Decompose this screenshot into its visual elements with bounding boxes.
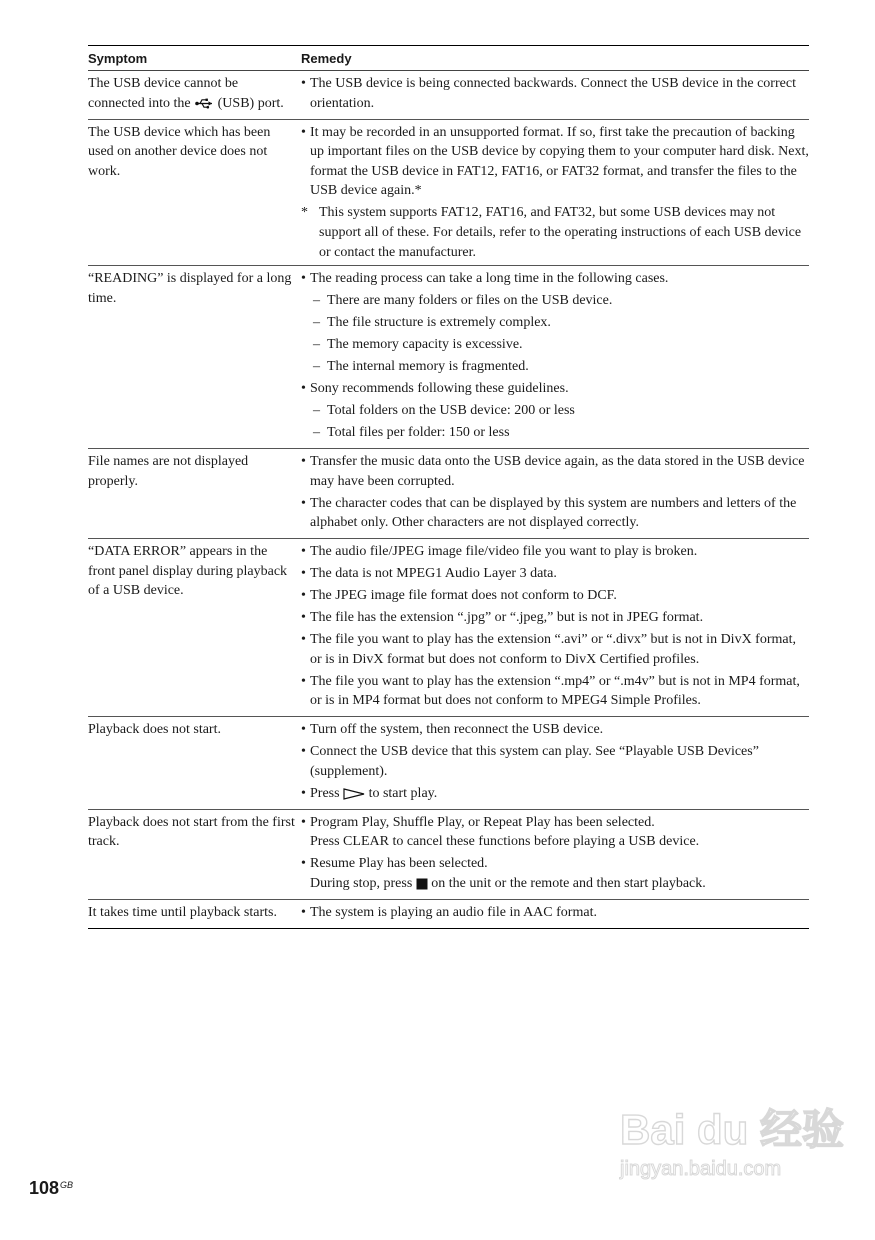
symptom-header: Symptom	[88, 50, 148, 66]
remedy-bullet: • The audio file/JPEG image file/video file you want to play is broken.	[301, 542, 809, 562]
table-row	[88, 120, 809, 267]
symptom-text: The USB device cannot be connected into the	[88, 76, 239, 111]
page-number	[29, 1178, 73, 1199]
remedy-header: Remedy	[301, 50, 352, 66]
table-row	[88, 717, 809, 810]
remedy-cell	[301, 720, 809, 806]
symptom-text-cont: (USB) port.	[217, 95, 284, 111]
remedy-bullet: • The file has the extension “.jpg” or “.jpeg,” but is not in JPEG format.	[301, 608, 809, 628]
table-row	[88, 266, 809, 449]
stop-icon	[416, 878, 428, 890]
remedy-subtext-a: During stop, press	[310, 875, 413, 891]
remedy-bullet: • The character codes that can be displayed by this system are numbers and letters of the alphabet only. Other characters are not displayed correctly.	[301, 494, 809, 533]
remedy-bullet: • The file you want to play has the extension “.mp4” or “.m4v” but is not in MP4 format, or is in MP4 format but does not conform to MPEG4 Simple Profiles.	[301, 672, 809, 711]
remedy-bullet: • The system is playing an audio file in AAC format.	[301, 903, 809, 923]
footnote-mark: *	[301, 205, 308, 221]
table-row	[88, 449, 809, 539]
page-number-suffix: GB	[60, 1180, 74, 1190]
remedy-bullet: • It may be recorded in an unsupported format. If so, first take the precaution of backing up important files on the USB device by copying them to your computer hard disk. Next, format the USB device in FAT12, FAT16, or FAT32 format, and transfer the files to the USB device again.*	[301, 123, 809, 201]
footnote	[301, 203, 809, 262]
remedy-bullet	[301, 784, 809, 804]
symptom-cell: It takes time until playback starts.	[88, 904, 277, 920]
remedy-bullet: • Turn off the system, then reconnect the USB device.	[301, 720, 809, 740]
remedy-bullet: • The JPEG image file format does not conform to DCF.	[301, 586, 809, 606]
remedy-cell	[301, 269, 809, 445]
remedy-bullet	[301, 854, 809, 893]
remedy-dash-item: – Total files per folder: 150 or less	[301, 423, 809, 443]
table-row	[88, 71, 809, 120]
remedy-bullet: • Connect the USB device that this system can play. See “Playable USB Devices” (supplement).	[301, 742, 809, 781]
remedy-bullet: • Transfer the music data onto the USB device again, as the data stored in the USB device may have been corrupted.	[301, 452, 809, 491]
remedy-cell	[301, 903, 809, 925]
symptom-cell: “READING” is displayed for a long time.	[88, 271, 292, 306]
remedy-bullet	[301, 813, 809, 852]
remedy-cell	[301, 74, 809, 116]
remedy-bullet: • The USB device is being connected backwards. Connect the USB device in the correct orientation.	[301, 74, 809, 113]
remedy-text: • Program Play, Shuffle Play, or Repeat Play has been selected.	[310, 814, 655, 830]
usb-icon	[194, 98, 214, 109]
symptom-cell: Playback does not start.	[88, 722, 221, 738]
symptom-cell: File names are not displayed properly.	[88, 454, 249, 489]
play-icon	[343, 788, 365, 800]
remedy-text-cont: to start play.	[368, 785, 438, 801]
remedy-dash-item: – The internal memory is fragmented.	[301, 357, 809, 377]
table-row	[88, 539, 809, 717]
remedy-cell	[301, 452, 809, 535]
symptom-cell: “DATA ERROR” appears in the front panel display during playback of a USB device.	[88, 544, 288, 599]
remedy-text: • Resume Play has been selected.	[310, 856, 488, 872]
remedy-text: Press	[310, 785, 340, 801]
remedy-cell	[301, 542, 809, 713]
remedy-dash-item: – The file structure is extremely complex.	[301, 313, 809, 333]
watermark-url: jingyan.baidu.com	[620, 1158, 782, 1180]
remedy-subtext-b: on the unit or the remote and then start playback.	[431, 875, 706, 891]
remedy-cell	[301, 123, 809, 263]
remedy-subtext: Press CLEAR to cancel these functions before playing a USB device.	[310, 834, 700, 850]
table-row	[88, 810, 809, 900]
remedy-bullet: • The file you want to play has the extension “.avi” or “.divx” but is not in DivX format, or is in DivX format but does not conform to DivX Certified profiles.	[301, 630, 809, 669]
remedy-subtext	[310, 874, 809, 894]
symptom-cell	[88, 74, 301, 116]
table-row	[88, 900, 809, 929]
remedy-bullet: • The data is not MPEG1 Audio Layer 3 data.	[301, 564, 809, 584]
remedy-dash-item: – There are many folders or files on the USB device.	[301, 291, 809, 311]
remedy-dash-item: – Total folders on the USB device: 200 or less	[301, 401, 809, 421]
watermark	[620, 1108, 844, 1181]
remedy-cell	[301, 813, 809, 896]
table-header	[88, 45, 809, 71]
footnote-text: This system supports FAT12, FAT16, and FAT32, but some USB devices may not support all of these. For details, refer to the operating instructions of each USB device or contact the manufacturer.	[319, 205, 802, 260]
remedy-bullet: • The reading process can take a long time in the following cases.	[301, 269, 809, 289]
remedy-dash-item: – The memory capacity is excessive.	[301, 335, 809, 355]
watermark-logo: Bai du 经验	[620, 1106, 845, 1153]
symptom-cell: The USB device which has been used on another device does not work.	[88, 124, 271, 179]
symptom-cell: Playback does not start from the first track.	[88, 814, 295, 850]
page-number-value: 108	[29, 1178, 60, 1198]
troubleshooting-table	[88, 45, 809, 929]
remedy-bullet: • Sony recommends following these guidelines.	[301, 379, 809, 399]
